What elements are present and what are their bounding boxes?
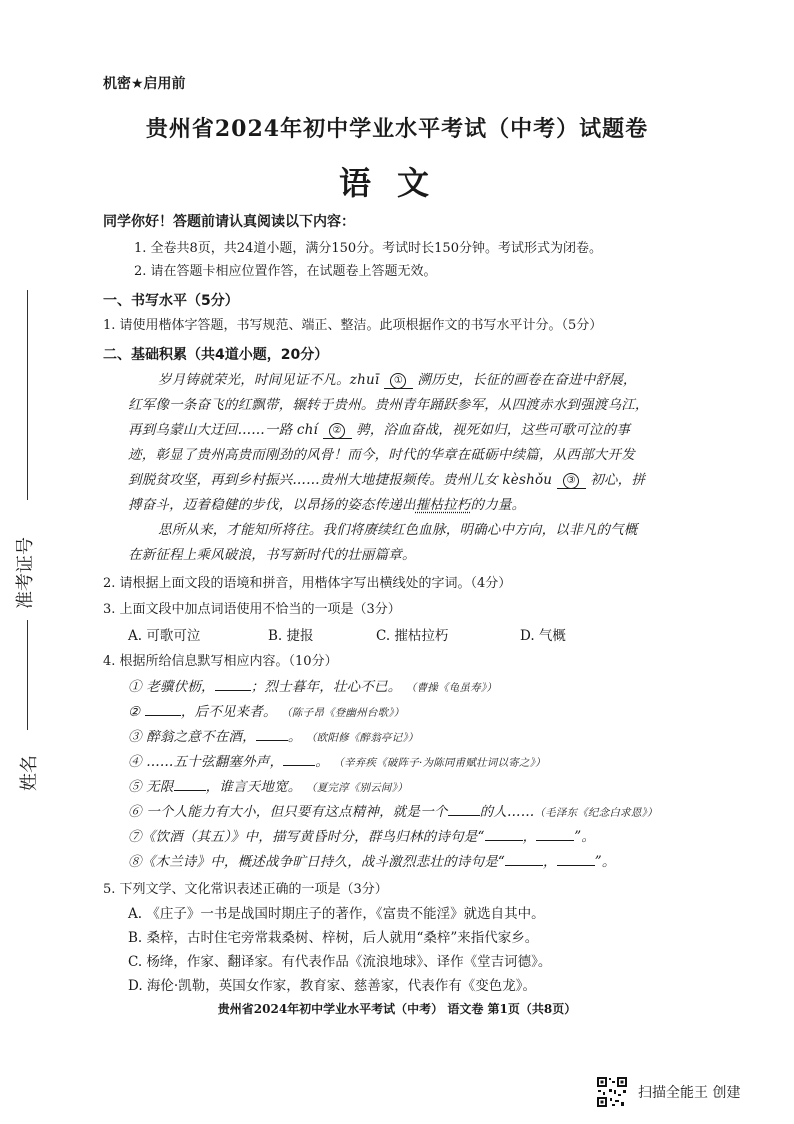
q4-item-7	[128, 825, 595, 845]
item-text: 一个人能力有大小，但只要有这点精神，就是一个	[146, 804, 448, 820]
passage-line-4: 迹，彰显了贵州高贵而刚劲的风骨！而今，时代的华章在砥砺中续篇，从西部大开发	[128, 447, 635, 463]
name-label-wrap	[8, 750, 48, 790]
q5-option-d: D. 海伦·凯勒，英国女作家，教育家、慈善家，代表作有《变色龙》。	[128, 978, 536, 994]
question-1: 1. 请使用楷体字答题，书写规范、端正、整洁。此项根据作文的书写水平计分。（5分）	[103, 318, 603, 333]
name-label: 姓名	[19, 755, 40, 791]
item-source: （曹操《龟虽寿》）	[405, 682, 497, 694]
margin-line-middle	[27, 620, 28, 730]
item-text: ”。	[594, 854, 616, 870]
section1-heading: 一、书写水平（5分）	[103, 293, 239, 309]
answer-blank	[283, 753, 315, 766]
question-5: 5. 下列文学、文化常识表述正确的一项是（3分）	[103, 882, 388, 897]
confidential-label: 机密★启用前	[103, 76, 186, 92]
item-text: ⑧《木兰诗》中，概述战争旷日持久，战斗激烈悲壮的诗句是“	[128, 854, 506, 870]
answer-blank	[256, 728, 288, 741]
q4-item-2	[128, 700, 404, 720]
item-text: 无限	[146, 779, 174, 795]
passage-line-8: 在新征程上乘风破浪，书写新时代的壮丽篇章。	[128, 547, 416, 563]
q5-option-b: B. 桑梓，古时住宅旁常栽桑树、梓树，后人就用“桑梓”来指代家乡。	[128, 930, 539, 946]
item-source: （辛弃疾《破阵子·为陈同甫赋壮词以寄之》）	[333, 757, 546, 769]
item-text: 。	[287, 729, 302, 745]
blank-number: ①	[390, 373, 406, 389]
passage-text: 再到乌蒙山大迂回……一路 chí	[128, 422, 319, 438]
question-2: 2. 请根据上面文段的语境和拼音，用楷体字写出横线处的字词。（4分）	[103, 576, 512, 591]
q5-option-a: A. 《庄子》一书是战国时期庄子的著作，《富贵不能淫》就选自其中。	[128, 906, 545, 922]
passage-line-2: 红军像一条奋飞的红飘带，辗转于贵州。贵州青年踊跃参军，从四渡赤水到强渡乌江，	[128, 397, 649, 413]
item-text: ”。	[574, 829, 596, 845]
answer-blank	[174, 778, 206, 791]
passage-text: 初心，拼	[590, 472, 646, 488]
passage-text: 骋，浴血奋战，视死如归，这些可歌可泣的事	[356, 422, 631, 438]
item-source: （欧阳修《醉翁亭记》）	[306, 732, 419, 744]
intro-heading: 同学你好！答题前请认真阅读以下内容：	[103, 214, 355, 230]
passage-line-5	[128, 468, 645, 489]
item-text: ，谁言天地宽。	[205, 779, 302, 795]
exam-title: 贵州省2024年初中学业水平考试（中考）试题卷	[145, 116, 649, 142]
item-text: 老骥伏枥，	[146, 679, 215, 695]
q3-option-d: D. 气概	[520, 628, 566, 644]
answer-blank	[536, 828, 574, 841]
passage-line-6	[128, 493, 525, 513]
answer-blank	[145, 703, 181, 716]
item-number: ⑥	[128, 804, 142, 820]
answer-blank	[448, 803, 480, 816]
blank-number: ②	[329, 423, 345, 439]
item-text: ……五十弦翻塞外声，	[146, 754, 284, 770]
blank-2	[323, 422, 352, 439]
blank-number: ③	[563, 473, 579, 489]
item-text: ；烈士暮年，壮心不已。	[250, 679, 402, 695]
subject-title: 语文	[338, 164, 455, 202]
item-text: ⑦《饮酒（其五）》中，描写黄昏时分，群鸟归林的诗句是“	[128, 829, 485, 845]
item-source: （毛泽东《纪念白求恩》）	[534, 807, 658, 819]
intro-item-2: 2. 请在答题卡相应位置作答，在试题卷上答题无效。	[134, 264, 437, 279]
q3-option-c: C. 摧枯拉朽	[376, 628, 449, 644]
q5-option-c: C. 杨绛，作家、翻译家。有代表作品《流浪地球》、译作《堂吉诃德》。	[128, 954, 552, 970]
qr-code-icon	[596, 1076, 628, 1108]
item-source: （陈子昂《登幽州台歌》）	[281, 707, 405, 719]
answer-blank	[557, 853, 595, 866]
item-number: ②	[128, 704, 141, 720]
passage-text: 溯历史，长征的画卷在奋进中舒展，	[417, 372, 637, 388]
item-text: ，后不见来者。	[180, 704, 277, 720]
q4-item-5	[128, 775, 408, 795]
item-text: ，	[543, 854, 557, 870]
margin-line-top	[27, 290, 28, 500]
item-number: ④	[128, 754, 142, 770]
item-number: ⑤	[128, 779, 142, 795]
item-source: （夏完淳《别云间》）	[306, 782, 408, 794]
blank-1	[384, 372, 413, 389]
answer-blank	[485, 828, 523, 841]
q4-item-3	[128, 725, 418, 745]
page-footer: 贵州省2024年初中学业水平考试（中考） 语文卷 第1页（共8页）	[217, 1002, 577, 1016]
dotted-word: 摧枯拉朽	[415, 497, 471, 513]
q4-item-4	[128, 750, 546, 770]
passage-text: 的力量。	[470, 497, 526, 513]
intro-item-1: 1. 全卷共8页，共24道小题，满分150分。考试时长150分钟。考试形式为闭卷。	[134, 241, 602, 256]
q3-option-b: B. 捷报	[268, 628, 314, 644]
answer-blank	[215, 678, 251, 691]
item-text: 。	[315, 754, 329, 770]
passage-line-1	[158, 368, 637, 389]
q3-option-a: A. 可歌可泣	[128, 628, 201, 644]
exam-id-label-wrap	[8, 537, 48, 609]
passage-text: 岁月铸就荣光，时间见证不凡。zhuī	[158, 372, 380, 388]
q4-item-6	[128, 800, 658, 820]
item-number: ①	[128, 679, 142, 695]
section2-heading: 二、基础积累（共4道小题，20分）	[103, 347, 329, 363]
item-text: ，	[522, 829, 537, 845]
blank-3	[557, 472, 586, 489]
exam-id-label: 准考证号	[15, 537, 36, 609]
item-number: ③	[128, 729, 142, 745]
item-text: 的人……	[479, 804, 535, 820]
question-3: 3. 上面文段中加点词语使用不恰当的一项是（3分）	[103, 602, 401, 617]
scanner-watermark: 扫描全能王 创建	[638, 1085, 741, 1101]
passage-line-7: 思所从来，才能知所将往。我们将赓续红色血脉，明确心中方向，以非凡的气概	[158, 522, 638, 538]
q4-item-8	[128, 850, 616, 870]
passage-line-3	[128, 418, 630, 439]
answer-blank	[505, 853, 543, 866]
passage-text: 到脱贫攻坚，再到乡村振兴……贵州大地捷报频传。贵州儿女 kèshǒu	[128, 472, 553, 488]
passage-text: 搏奋斗，迈着稳健的步伐，以昂扬的姿态传递出	[128, 497, 416, 513]
q4-item-1	[128, 675, 497, 695]
item-text: 醉翁之意不在酒，	[146, 729, 256, 745]
question-4: 4. 根据所给信息默写相应内容。（10分）	[103, 654, 338, 669]
